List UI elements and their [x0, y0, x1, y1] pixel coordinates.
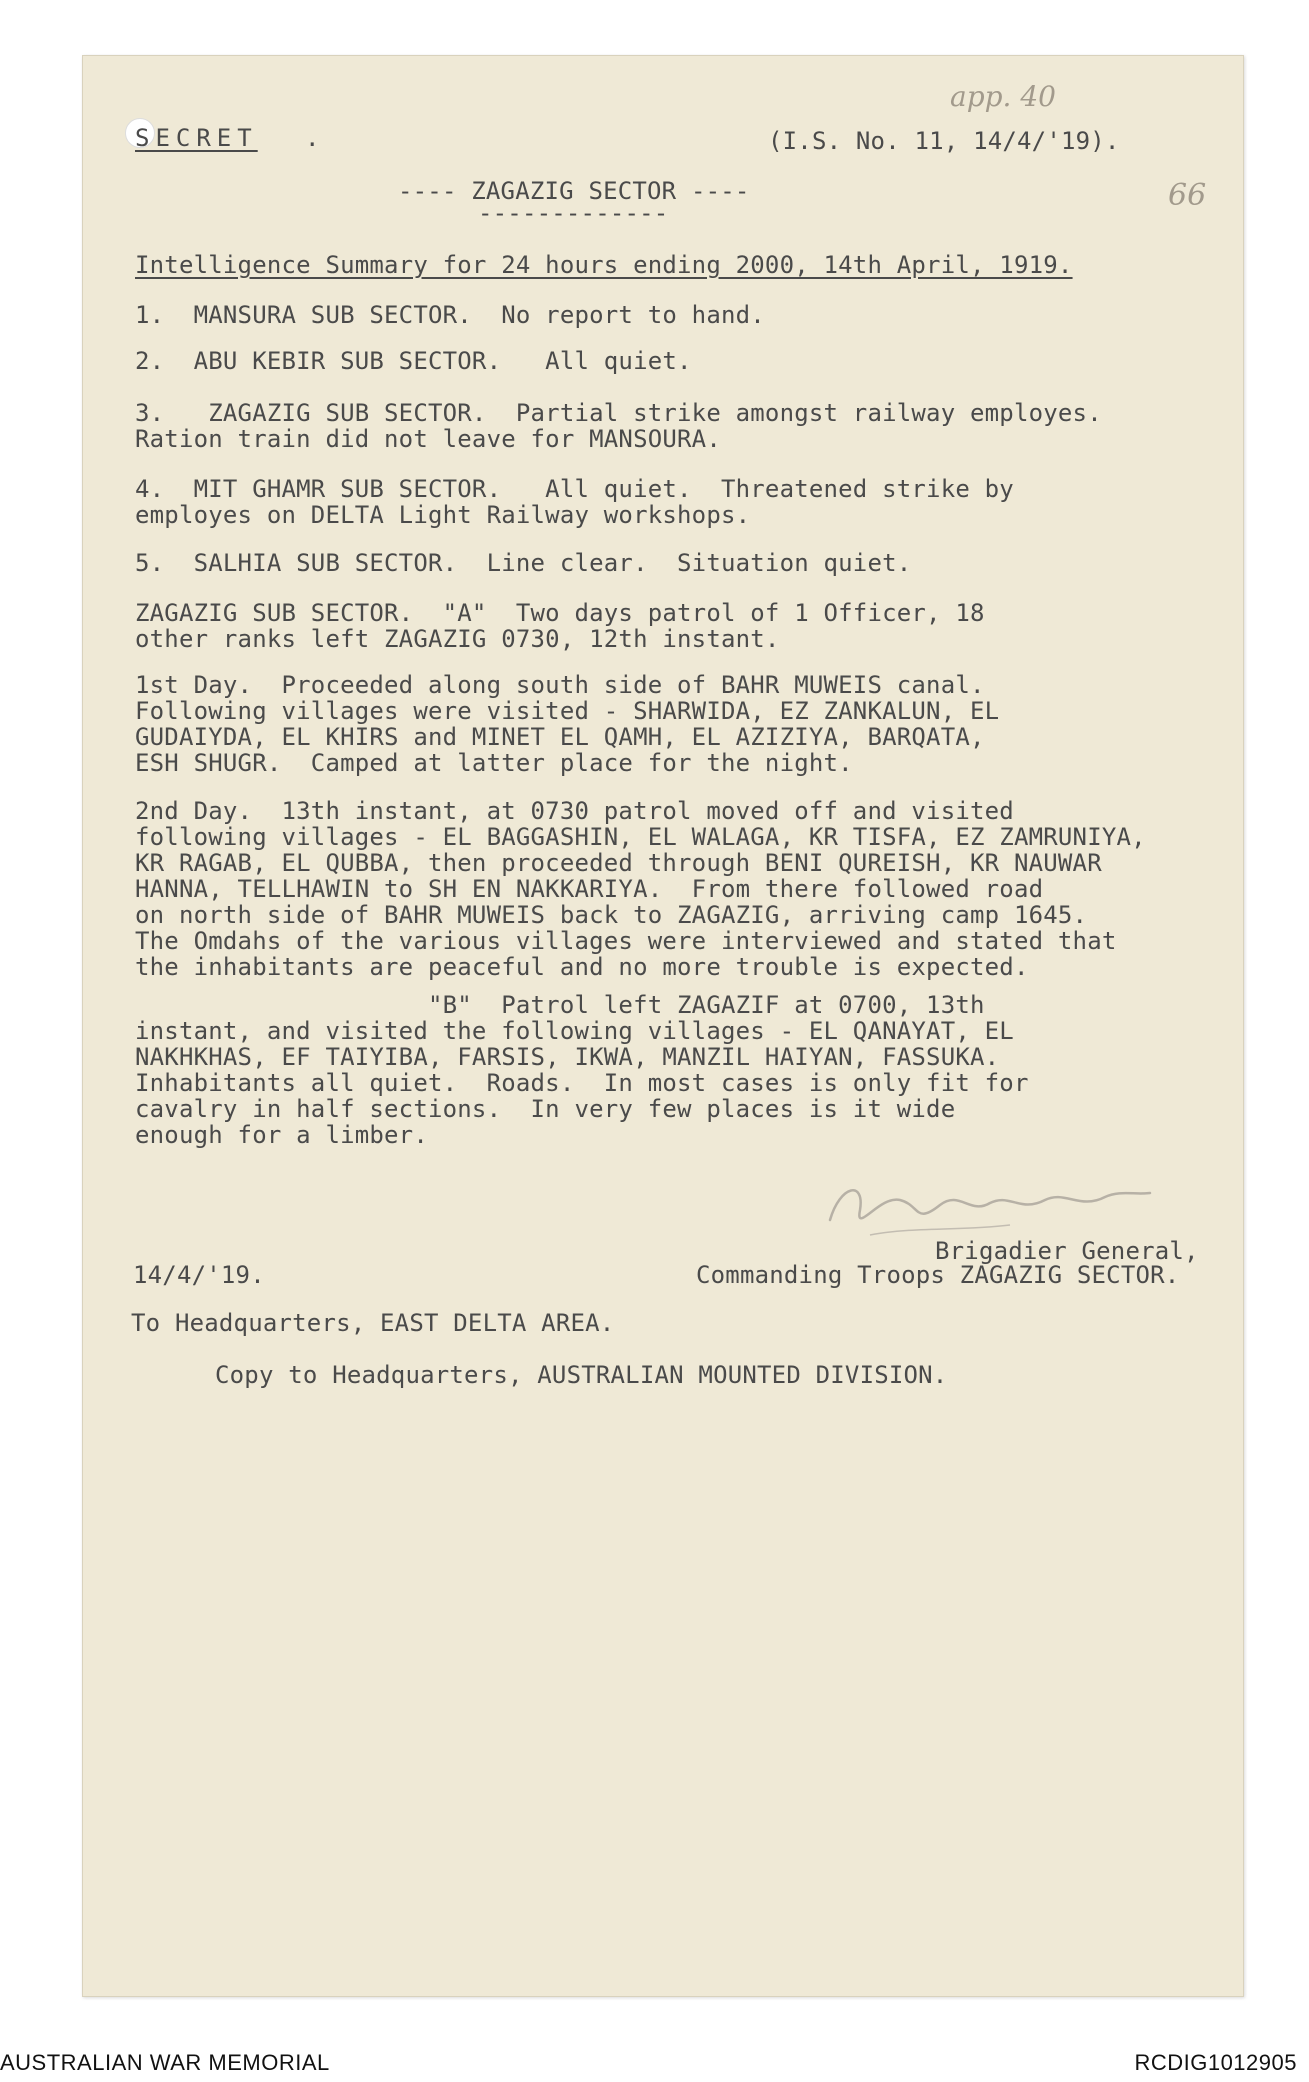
annotation-app: app. 40: [950, 80, 1056, 113]
paragraph-line: ESH SHUGR. Camped at latter place for the night.: [135, 749, 853, 777]
signature-rank: Brigadier General,: [935, 1237, 1199, 1265]
item-5: [135, 550, 911, 576]
signature-text: [820, 1165, 830, 1166]
footer-catalogue-id: RCDIG1012905: [1134, 2050, 1297, 2075]
paragraph-line: on north side of BAHR MUWEIS back to ZAGAZIG, arriving camp 1645.: [135, 901, 1088, 929]
classification-period: .: [305, 124, 320, 152]
item-line: Ration train did not leave for MANSOURA.: [135, 425, 721, 453]
sector-title-rule: -------------: [478, 199, 669, 227]
item-line: 3. ZAGAZIG SUB SECTOR. Partial strike amongst railway employes.: [135, 399, 1102, 427]
paragraph-line: GUDAIYDA, EL KHIRS and MINET EL QAMH, EL AZIZIYA, BARQATA,: [135, 723, 985, 751]
item-4: [135, 476, 1014, 528]
item-line: 5. SALHIA SUB SECTOR. Line clear. Situation quiet.: [135, 549, 912, 577]
annotation-folio: 66: [1168, 178, 1207, 213]
item-3: [135, 400, 1102, 452]
paragraph-line: Following villages were visited - SHARWIDA, EZ ZANKALUN, EL: [135, 697, 1000, 725]
distribution-to: To Headquarters, EAST DELTA AREA.: [131, 1309, 615, 1337]
signature-command: Commanding Troops ZAGAZIG SECTOR.: [696, 1261, 1180, 1289]
item-2: [135, 348, 692, 374]
day2-paragraph: [135, 798, 1146, 980]
paragraph-line: 2nd Day. 13th instant, at 0730 patrol moved off and visited: [135, 797, 1014, 825]
paragraph-line: cavalry in half sections. In very few places is it wide: [135, 1095, 956, 1123]
paragraph-line: other ranks left ZAGAZIG 0730, 12th instant.: [135, 625, 780, 653]
paragraph-line: following villages - EL BAGGASHIN, EL WALAGA, KR TISFA, EZ ZAMRUNIYA,: [135, 823, 1146, 851]
patrol-b-paragraph: [135, 992, 1029, 1148]
signature-scribble: [820, 1165, 1160, 1245]
paragraph-line: enough for a limber.: [135, 1121, 428, 1149]
item-line: employes on DELTA Light Railway workshops.: [135, 501, 751, 529]
paragraph-line: Inhabitants all quiet. Roads. In most cases is only fit for: [135, 1069, 1029, 1097]
sector-title: ---- ZAGAZIG SECTOR ----: [398, 177, 750, 205]
paragraph-line: KR RAGAB, EL QUBBA, then proceeded through BENI QUREISH, KR NAUWAR: [135, 849, 1102, 877]
item-line: 1. MANSURA SUB SECTOR. No report to hand.: [135, 301, 765, 329]
paragraph-line: HANNA, TELLHAWIN to SH EN NAKKARIYA. From there followed road: [135, 875, 1044, 903]
paragraph-line: 1st Day. Proceeded along south side of BAHR MUWEIS canal.: [135, 671, 985, 699]
classification-label: SECRET: [135, 124, 258, 152]
patrol-a-paragraph: [135, 600, 985, 652]
paragraph-line: instant, and visited the following villages - EL QANAYAT, EL: [135, 1017, 1014, 1045]
footer-institution: AUSTRALIAN WAR MEMORIAL: [0, 2050, 330, 2075]
document-date: 14/4/'19.: [133, 1261, 265, 1289]
summary-title: Intelligence Summary for 24 hours ending 2000, 14th April, 1919.: [135, 251, 1073, 279]
paragraph-line: the inhabitants are peaceful and no more trouble is expected.: [135, 953, 1029, 981]
item-line: 2. ABU KEBIR SUB SECTOR. All quiet.: [135, 347, 692, 375]
paragraph-line: The Omdahs of the various villages were interviewed and stated that: [135, 927, 1117, 955]
paragraph-line: "B" Patrol left ZAGAZIF at 0700, 13th: [135, 991, 985, 1019]
paragraph-line: NAKHKHAS, EF TAIYIBA, FARSIS, IKWA, MANZIL HAIYAN, FASSUKA.: [135, 1043, 1000, 1071]
day1-paragraph: [135, 672, 999, 776]
item-line: 4. MIT GHAMR SUB SECTOR. All quiet. Threatened strike by: [135, 475, 1014, 503]
reference-number: (I.S. No. 11, 14/4/'19).: [768, 127, 1120, 155]
distribution-copy: Copy to Headquarters, AUSTRALIAN MOUNTED DIVISION.: [215, 1361, 948, 1389]
item-1: [135, 302, 765, 328]
paragraph-line: ZAGAZIG SUB SECTOR. "A" Two days patrol of 1 Officer, 18: [135, 599, 985, 627]
